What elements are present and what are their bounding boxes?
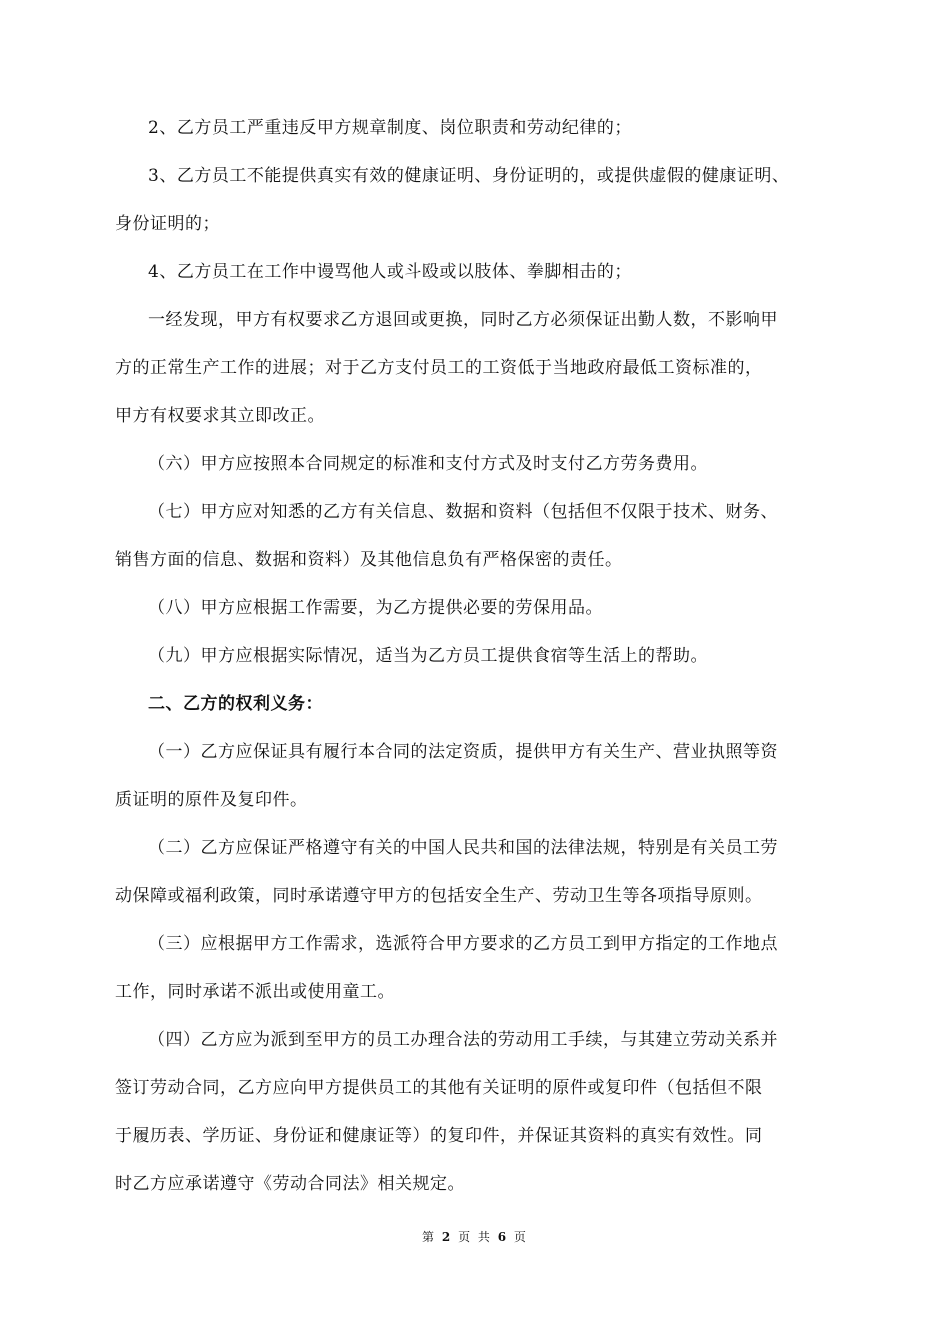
paragraph-line: 销售方面的信息、数据和资料）及其他信息负有严格保密的责任。 <box>115 550 623 570</box>
paragraph-line: 3、乙方员工不能提供真实有效的健康证明、身份证明的，或提供虚假的健康证明、 <box>148 166 790 186</box>
paragraph-line: 4、乙方员工在工作中谩骂他人或斗殴或以肢体、拳脚相击的； <box>148 262 632 282</box>
paragraph-line: （七）甲方应对知悉的乙方有关信息、数据和资料（包括但不仅限于技术、财务、 <box>148 502 778 522</box>
footer-suffix: 页 <box>513 1230 528 1244</box>
paragraph-line: （二）乙方应保证严格遵守有关的中国人民共和国的法律法规，特别是有关员工劳 <box>148 838 778 858</box>
paragraph-line: 于履历表、学历证、身份证和健康证等）的复印件，并保证其资料的真实有效性。同 <box>115 1126 763 1146</box>
page-footer <box>0 1229 950 1245</box>
paragraph-line: 甲方有权要求其立即改正。 <box>115 406 325 426</box>
paragraph-line: 身份证明的； <box>115 214 220 234</box>
paragraph-line: 质证明的原件及复印件。 <box>115 790 308 810</box>
paragraph-line: （八）甲方应根据工作需要，为乙方提供必要的劳保用品。 <box>148 598 603 618</box>
paragraph-line: 工作，同时承诺不派出或使用童工。 <box>115 982 395 1002</box>
paragraph-line: 签订劳动合同，乙方应向甲方提供员工的其他有关证明的原件或复印件（包括但不限 <box>115 1078 763 1098</box>
paragraph-line: （一）乙方应保证具有履行本合同的法定资质，提供甲方有关生产、营业执照等资 <box>148 742 778 762</box>
footer-prefix: 第 <box>422 1230 437 1244</box>
paragraph-line: 2、乙方员工严重违反甲方规章制度、岗位职责和劳动纪律的； <box>148 118 632 138</box>
section-heading: 二、乙方的权利义务： <box>148 694 323 714</box>
paragraph-line: （四）乙方应为派到至甲方的员工办理合法的劳动用工手续，与其建立劳动关系并 <box>148 1030 778 1050</box>
footer-middle: 页 共 <box>458 1230 492 1244</box>
paragraph-line: 时乙方应承诺遵守《劳动合同法》相关规定。 <box>115 1174 465 1194</box>
paragraph-line: （六）甲方应按照本合同规定的标准和支付方式及时支付乙方劳务费用。 <box>148 454 708 474</box>
total-page-count: 6 <box>497 1230 509 1244</box>
current-page-number: 2 <box>441 1230 453 1244</box>
paragraph-line: （九）甲方应根据实际情况，适当为乙方员工提供食宿等生活上的帮助。 <box>148 646 708 666</box>
paragraph-line: 方的正常生产工作的进展；对于乙方支付员工的工资低于当地政府最低工资标准的， <box>115 358 763 378</box>
paragraph-line: 一经发现，甲方有权要求乙方退回或更换，同时乙方必须保证出勤人数，不影响甲 <box>148 310 778 330</box>
paragraph-line: （三）应根据甲方工作需求，选派符合甲方要求的乙方员工到甲方指定的工作地点 <box>148 934 778 954</box>
paragraph-line: 动保障或福利政策，同时承诺遵守甲方的包括安全生产、劳动卫生等各项指导原则。 <box>115 886 763 906</box>
